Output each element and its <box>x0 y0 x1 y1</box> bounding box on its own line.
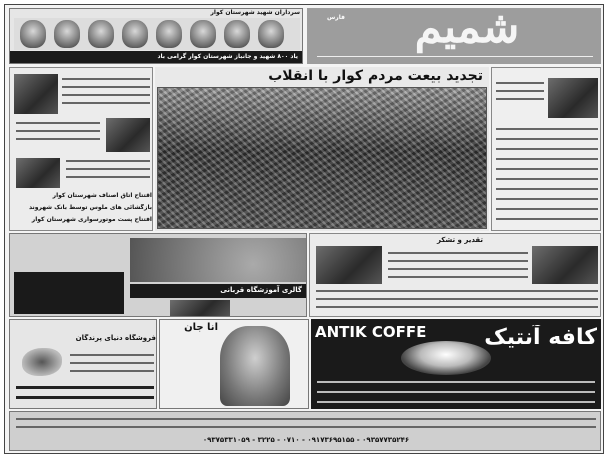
birds-shop-ad <box>9 319 157 409</box>
right-column <box>491 67 601 231</box>
bird-icon <box>22 348 62 376</box>
left-story-3: بازگشائی های ملوس توسط بانک شهروند <box>29 204 152 211</box>
main-headline: تجدید بیعت مردم کوار با انقلاب <box>268 68 483 84</box>
masthead-logo-prefix: فارس <box>327 14 345 21</box>
antik-title-fa: کافه آنتیک <box>484 325 597 350</box>
main-story <box>155 67 489 231</box>
newspaper-page <box>4 4 604 454</box>
left-story-4: افتتاح پست موتورسواری شهرستان کوار <box>31 216 152 223</box>
footer-bar <box>9 411 601 451</box>
left-story-2: اقتتاح اتاق اصناف شهرستان کوار <box>52 192 152 199</box>
thanks-photo-left <box>316 246 382 284</box>
masthead-logo: شمیم <box>414 8 520 53</box>
thanks-title: تقدیر و تشکر <box>436 236 484 244</box>
gallery-picture <box>170 300 230 316</box>
antik-coffee-ad <box>311 319 601 409</box>
martyrs-caption-top: سرداران شهید شهرستان کوار <box>210 9 300 16</box>
ana-jan-title: آنا جان <box>184 322 218 333</box>
girl-photo <box>220 326 290 406</box>
left-column <box>9 67 153 231</box>
martyrs-caption-bottom: یاد ۸۰۰ شهید و جانباز شهرستان کوار گرامی باد <box>10 51 302 63</box>
ana-jan-ad <box>159 319 309 409</box>
gallery-title: گالری آموزشگاه قربانی <box>130 284 306 298</box>
antik-title-en: ANTIK COFFE <box>315 323 427 341</box>
meeting-photo <box>16 158 60 188</box>
thanks-block <box>309 233 601 317</box>
birds-shop-title: فروشگاه دنیای پرندگان <box>75 334 156 342</box>
cleric-photo <box>14 74 58 114</box>
martyrs-banner <box>9 8 303 64</box>
official-photo <box>106 118 150 152</box>
columnist-photo <box>548 78 598 118</box>
crowd-photo <box>157 87 487 229</box>
masthead <box>307 8 601 64</box>
footer-phones: ۰۹۳۵۷۷۳۵۲۴۶ - ۰۹۱۷۳۶۹۵۱۵۵ - ۰۷۱۰ - ۳۲۲۵ - ۰۹۳۷۵۳۳۱۰۵۹ <box>202 436 410 444</box>
martyrs-portraits <box>14 18 300 50</box>
thanks-photo-right <box>532 246 598 284</box>
shrine-image <box>130 238 306 282</box>
gallery-ad <box>9 233 307 317</box>
birds-shop-block <box>14 272 124 314</box>
coffee-cup-image <box>401 341 491 375</box>
